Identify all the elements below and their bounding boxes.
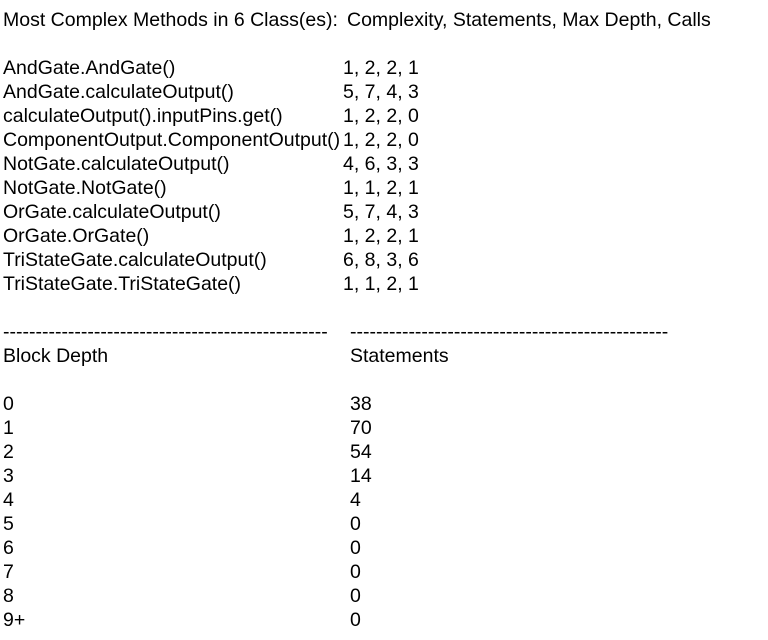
method-name: AndGate.AndGate() — [3, 57, 176, 79]
method-name: OrGate.OrGate() — [3, 225, 150, 247]
depth-value: 1 — [3, 417, 14, 439]
method-name: calculateOutput().inputPins.get() — [3, 105, 283, 127]
method-row — [0, 200, 768, 224]
statements-count: 0 — [350, 561, 361, 583]
statements-count: 0 — [350, 513, 361, 535]
depth-value: 8 — [3, 585, 14, 607]
statements-count: 0 — [350, 609, 361, 631]
divider-right: ------------------------------------------------- — [350, 321, 669, 343]
depth-value: 5 — [3, 513, 14, 535]
statements-count: 0 — [350, 537, 361, 559]
method-name: NotGate.calculateOutput() — [3, 153, 230, 175]
block-depth-row — [0, 584, 768, 608]
method-row — [0, 248, 768, 272]
method-row — [0, 224, 768, 248]
method-name: ComponentOutput.ComponentOutput() — [3, 129, 341, 151]
spacer — [0, 296, 768, 320]
report-title-row — [0, 8, 768, 32]
block-depth-row — [0, 536, 768, 560]
block-depth-row — [0, 512, 768, 536]
method-row — [0, 272, 768, 296]
statements-count: 38 — [350, 393, 372, 415]
report-title: Most Complex Methods in 6 Class(es): — [3, 9, 338, 31]
statements-count: 70 — [350, 417, 372, 439]
method-name: AndGate.calculateOutput() — [3, 81, 234, 103]
depth-value: 3 — [3, 465, 14, 487]
block-depth-row — [0, 488, 768, 512]
block-depth-row — [0, 416, 768, 440]
spacer — [0, 32, 768, 56]
method-row — [0, 80, 768, 104]
depth-value: 4 — [3, 489, 14, 511]
method-metrics: 1, 1, 2, 1 — [343, 177, 419, 199]
depth-value: 9+ — [3, 609, 26, 631]
method-metrics: 5, 7, 4, 3 — [343, 81, 419, 103]
block-depth-header-row — [0, 344, 768, 368]
block-depth-row — [0, 440, 768, 464]
statements-header: Statements — [350, 345, 449, 367]
method-metrics: 1, 2, 2, 1 — [343, 57, 419, 79]
block-depth-row — [0, 464, 768, 488]
statements-count: 0 — [350, 585, 361, 607]
spacer — [0, 368, 768, 392]
method-row — [0, 56, 768, 80]
method-row — [0, 104, 768, 128]
method-row — [0, 128, 768, 152]
method-name: TriStateGate.TriStateGate() — [3, 273, 242, 295]
method-metrics: 6, 8, 3, 6 — [343, 249, 419, 271]
depth-value: 7 — [3, 561, 14, 583]
statements-count: 4 — [350, 489, 361, 511]
method-name: TriStateGate.calculateOutput() — [3, 249, 267, 271]
method-name: NotGate.NotGate() — [3, 177, 167, 199]
method-name: OrGate.calculateOutput() — [3, 201, 221, 223]
depth-value: 6 — [3, 537, 14, 559]
block-depth-row — [0, 608, 768, 632]
method-metrics: 1, 2, 2, 0 — [343, 129, 419, 151]
block-depth-row — [0, 560, 768, 584]
method-metrics: 4, 6, 3, 3 — [343, 153, 419, 175]
method-metrics: 1, 2, 2, 0 — [343, 105, 419, 127]
depth-value: 0 — [3, 393, 14, 415]
method-row — [0, 176, 768, 200]
block-depth-header: Block Depth — [3, 345, 109, 367]
statements-count: 14 — [350, 465, 372, 487]
method-metrics: 1, 2, 2, 1 — [343, 225, 419, 247]
depth-value: 2 — [3, 441, 14, 463]
method-row — [0, 152, 768, 176]
block-depth-row — [0, 392, 768, 416]
method-metrics: 5, 7, 4, 3 — [343, 201, 419, 223]
method-metrics: 1, 1, 2, 1 — [343, 273, 419, 295]
statements-count: 54 — [350, 441, 372, 463]
section-divider-row — [0, 320, 768, 344]
report-title-columns: Complexity, Statements, Max Depth, Calls — [347, 9, 711, 31]
divider-left: -------------------------------------------------- — [3, 321, 328, 343]
